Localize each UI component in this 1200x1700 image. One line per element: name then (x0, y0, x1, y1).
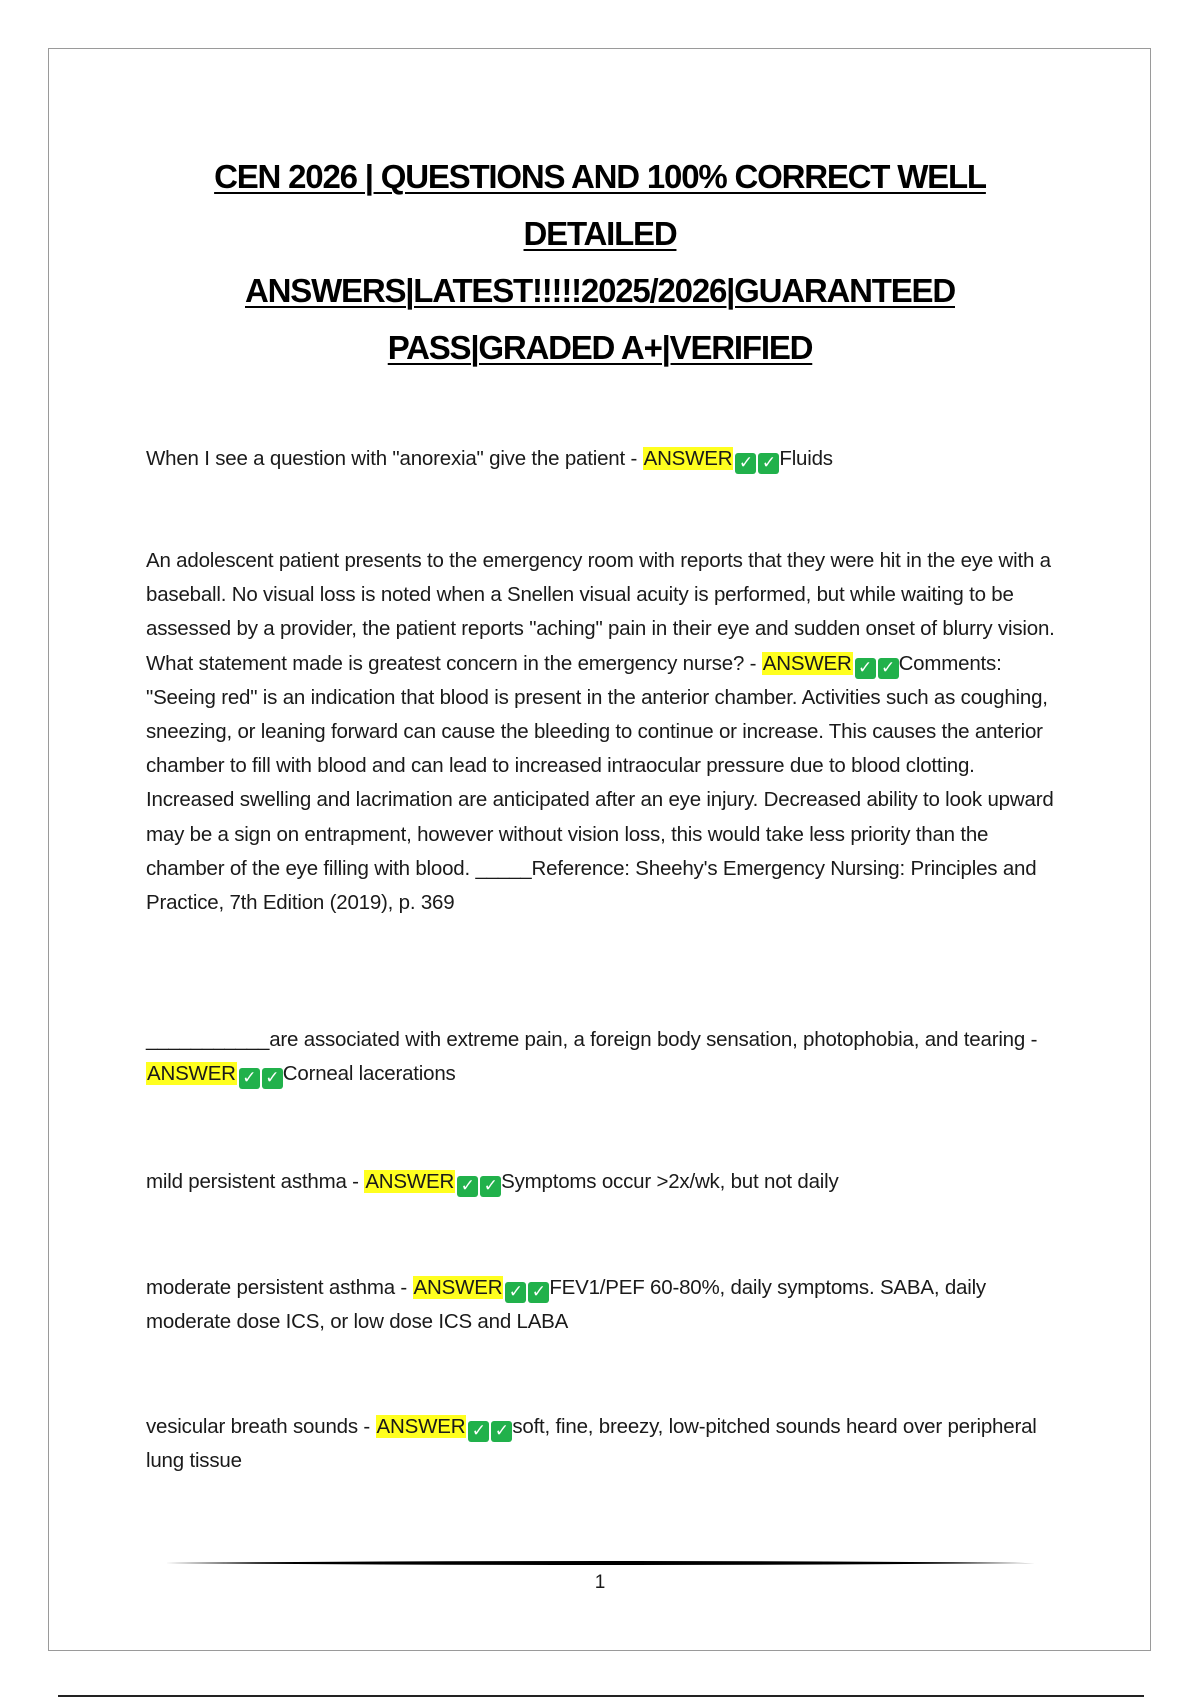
answer-text: soft, fine, breezy, low-pitched sounds heard over peripheral lung tissue (146, 1415, 1037, 1473)
check-icon: ✓ (480, 1176, 501, 1197)
question-text: mild persistent asthma - (146, 1170, 365, 1193)
answer-text: Fluids (779, 447, 833, 470)
check-icon: ✓ (505, 1282, 526, 1303)
answer-label: ANSWER (413, 1276, 503, 1299)
question-text: An adolescent patient presents to the emergency room with reports that they were hit in the eye with a baseball. No visual loss is noted when a Snellen visual acuity is performed, but while waiting to be assessed by a provider, the patient reports "aching" pain in their eye and sudden onset of blurry vision. What statement made is greatest concern in the emergency nurse? - (146, 549, 1055, 675)
answer-label: ANSWER (762, 651, 852, 675)
answer-label: ANSWER (365, 1170, 455, 1193)
check-icon: ✓ (735, 453, 756, 474)
qa-item-5 (146, 1271, 1061, 1339)
answer-text: Comments: "Seeing red" is an indication that blood is present in the anterior chamber. Activities such as coughing, sneezing, or leaning forward can cause the bleeding to continue or increase. This causes the anterior chamber to fill with blood and can lead to increased intraocular pressure due to blood clotting. Increased swelling and lacrimation are anticipated after an eye injury. Decreased ability to look upward may be a sign on entrapment, however without vision loss, this would take less priority than the chamber of the eye filling with blood. _____Reference: Sheehy's Emergency Nursing: Principles and Practice, 7th Edition (2019), p. 369 (146, 651, 1054, 915)
check-icon: ✓ (457, 1176, 478, 1197)
answer-text: Corneal lacerations (282, 1062, 456, 1086)
qa-item-1 (146, 442, 1061, 476)
check-icon: ✓ (878, 658, 899, 679)
question-text: When I see a question with "anorexia" give the patient - (146, 447, 643, 470)
answer-label: ANSWER (147, 1062, 236, 1086)
check-icon: ✓ (468, 1421, 489, 1442)
answer-text: Symptoms occur >2x/wk, but not daily (501, 1170, 839, 1193)
question-text: moderate persistent asthma - (146, 1276, 413, 1299)
title-line-3: ANSWERS|LATEST!!!!!2025/2026|GUARANTEED (245, 272, 955, 309)
next-page-edge (58, 1695, 1144, 1697)
footer-divider (165, 1560, 1035, 1566)
page-number: 1 (594, 1572, 606, 1593)
qa-item-4 (146, 1165, 1061, 1199)
question-text: ___________are associated with extreme pain, a foreign body sensation, photophobia, and tearing - (146, 1028, 1038, 1051)
check-icon: ✓ (855, 658, 876, 679)
qa-item-6 (146, 1410, 1061, 1478)
qa-item-3 (146, 1023, 1061, 1091)
question-text: vesicular breath sounds - (146, 1415, 376, 1438)
check-icon: ✓ (239, 1068, 260, 1089)
check-icon: ✓ (491, 1421, 512, 1442)
document-title (150, 148, 1050, 376)
answer-text: FEV1/PEF 60-80%, daily symptoms. SABA, daily moderate dose ICS, or low dose ICS and LABA (146, 1276, 986, 1334)
check-icon: ✓ (758, 453, 779, 474)
check-icon: ✓ (262, 1068, 283, 1089)
check-icon: ✓ (528, 1282, 549, 1303)
answer-label: ANSWER (376, 1415, 466, 1438)
title-line-4: PASS|GRADED A+|VERIFIED (387, 329, 813, 366)
qa-item-2 (146, 544, 1061, 920)
title-line-2: DETAILED (523, 215, 677, 252)
answer-label: ANSWER (643, 447, 733, 470)
title-line-1: CEN 2026 | QUESTIONS AND 100% CORRECT WELL (214, 158, 986, 195)
